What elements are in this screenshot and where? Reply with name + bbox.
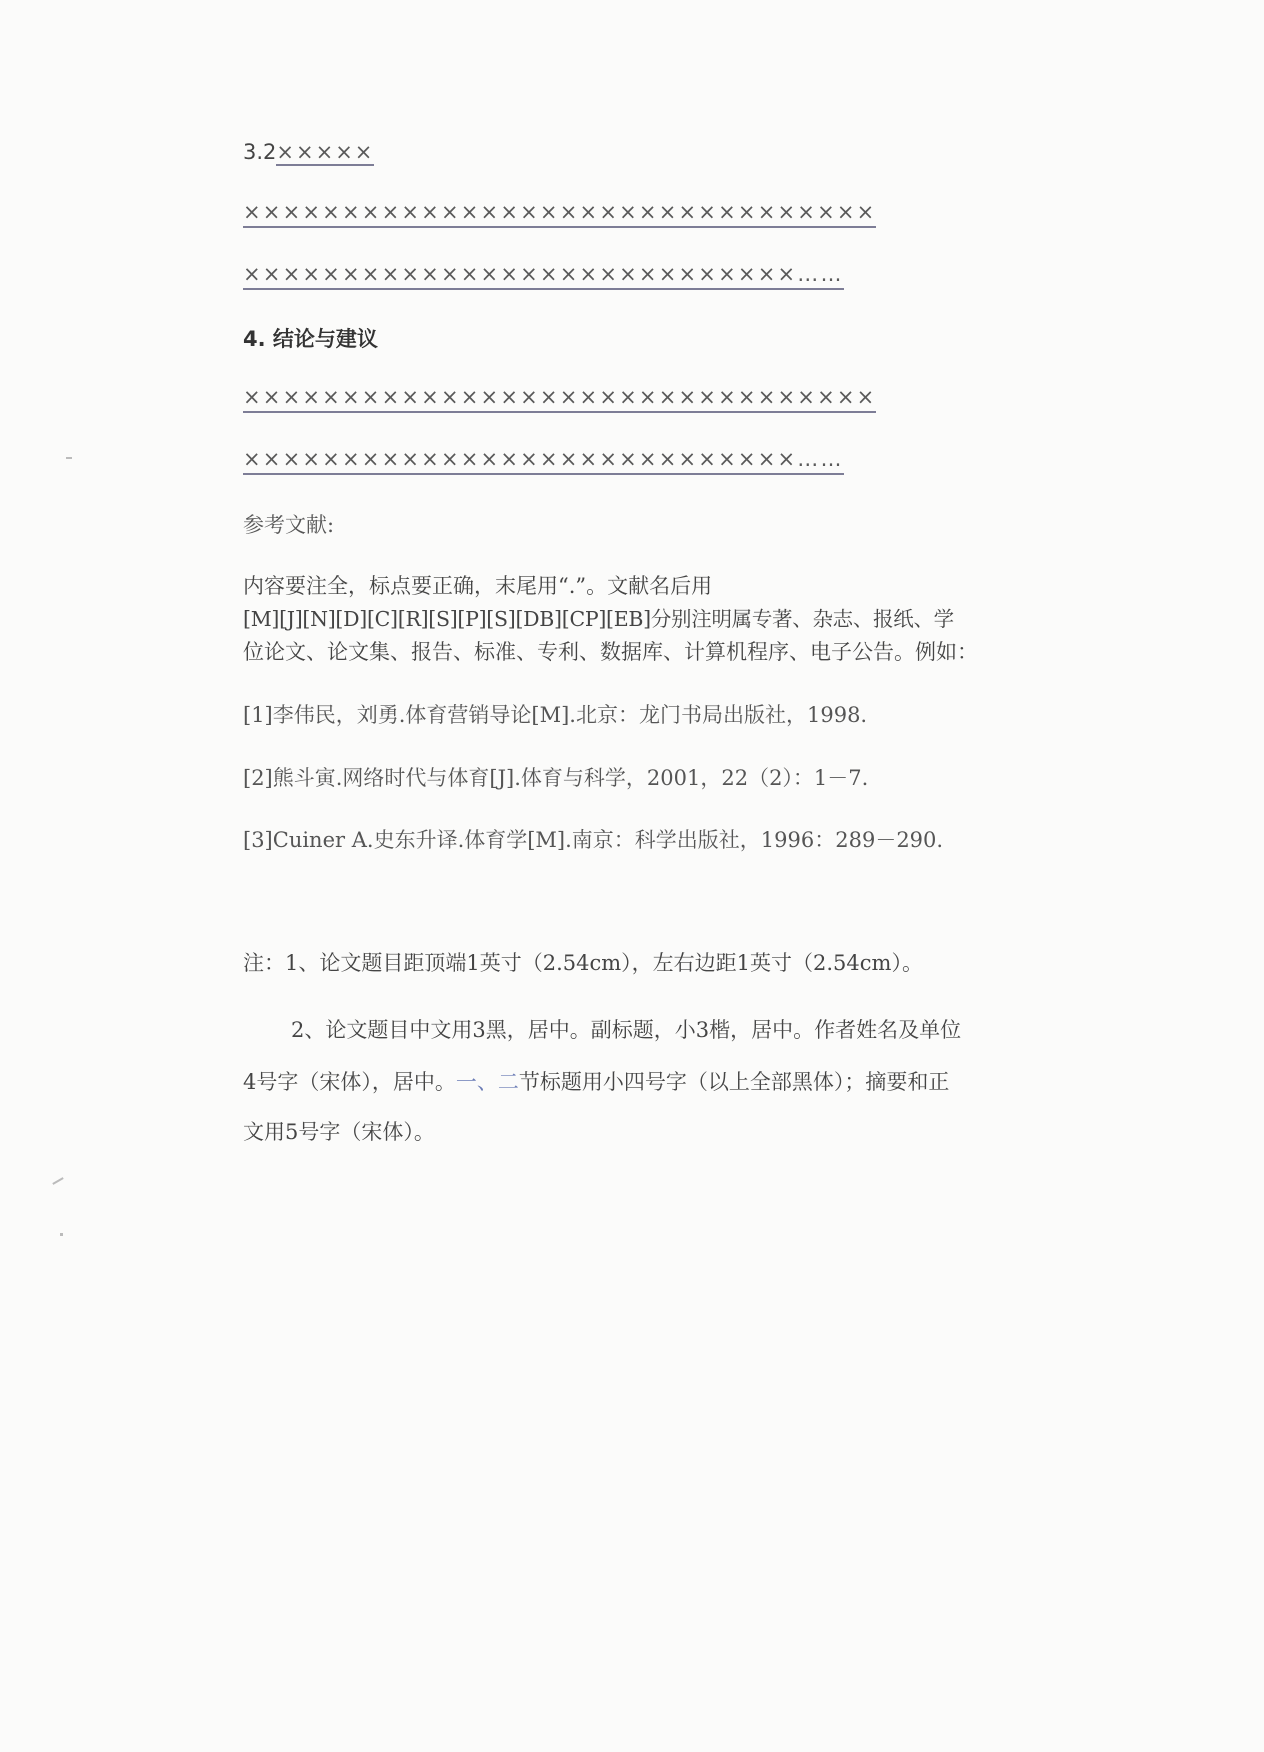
- references-instruction-line-3: 位论文、论文集、报告、标准、专利、数据库、计算机程序、电子公告。例如：: [243, 640, 978, 664]
- note-2-line-2: [243, 1067, 949, 1097]
- references-instruction-line-2: [M][J][N][D][C][R][S][P][S][DB][CP][EB]分别注明属专著、杂志、报纸、学: [243, 607, 954, 631]
- section-4-body-line-2: ××××××××××××××××××××××××××××……: [243, 447, 844, 475]
- scan-speck: [60, 1233, 63, 1236]
- section-3-2-body-line-1: ××××××××××××××××××××××××××××××××: [243, 200, 876, 228]
- reference-item-1: [1]李伟民，刘勇.体育营销导论[M].北京：龙门书局出版社，1998.: [243, 703, 868, 727]
- section-3-2-number: 3.2: [243, 140, 277, 164]
- references-instruction-line-1: 内容要注全，标点要正确，末尾用“.”。文献名后用: [243, 574, 713, 598]
- note-2-line-2-part-b: 一、二: [455, 1070, 519, 1094]
- references-heading: 参考文献:: [243, 513, 335, 537]
- scan-speck: [52, 1177, 63, 1185]
- section-4-body-line-1: ××××××××××××××××××××××××××××××××: [243, 385, 876, 413]
- note-2-line-2-part-a: 4号字（宋体），居中。: [243, 1070, 456, 1094]
- section-3-2-body-line-2: ××××××××××××××××××××××××××××……: [243, 262, 844, 290]
- section-3-2-heading: [243, 140, 374, 164]
- section-3-2-title: ×××××: [276, 140, 375, 164]
- note-2-line-2-part-c: 节标题用小四号字（以上全部黑体）；摘要和正: [518, 1070, 950, 1094]
- reference-item-2: [2]熊斗寅.网络时代与体育[J].体育与科学，2001，22（2）：1－7.: [243, 766, 869, 790]
- reference-item-3: [3]Cuiner A.史东升译.体育学[M].南京：科学出版社，1996：289－290.: [243, 828, 944, 852]
- note-2-line-3: 文用5号字（宋体）。: [243, 1120, 435, 1144]
- scan-speck: [66, 457, 72, 459]
- note-2-line-1: 2、论文题目中文用3黑，居中。副标题，小3楷，居中。作者姓名及单位: [291, 1018, 962, 1042]
- note-1: 注：1、论文题目距顶端1英寸（2.54cm），左右边距1英寸（2.54cm）。: [243, 951, 923, 975]
- section-4-heading: 4. 结论与建议: [243, 327, 378, 351]
